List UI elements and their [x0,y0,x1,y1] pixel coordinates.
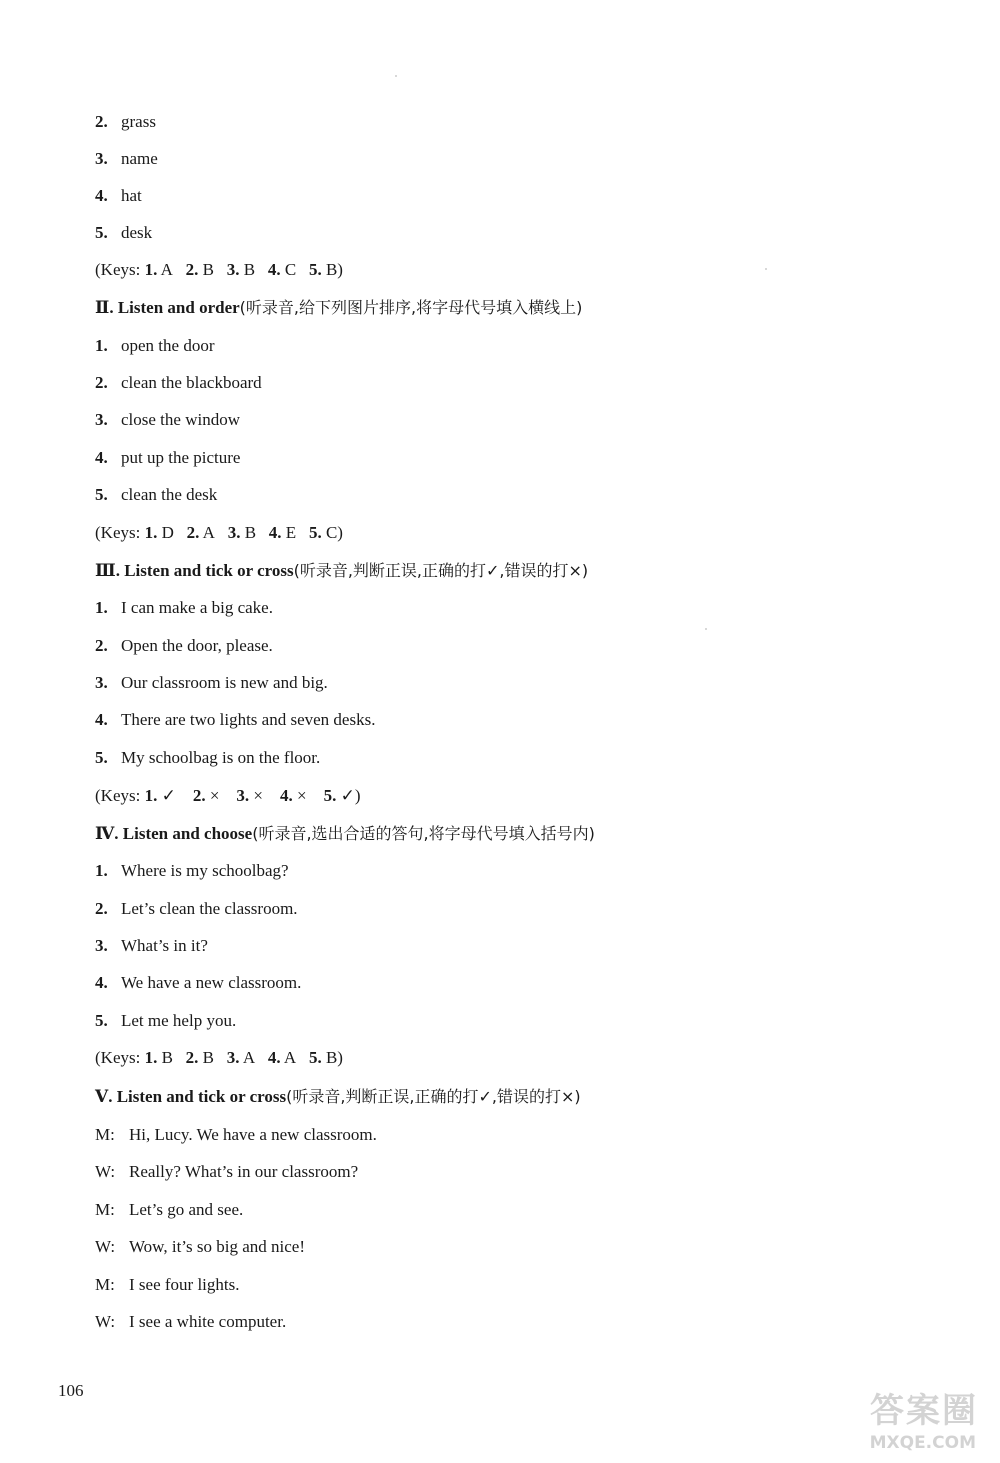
list-item: 1. open the door [95,336,215,355]
dialogue-line: M: I see four lights. [95,1275,240,1294]
dialogue-line: W: Wow, it’s so big and nice! [95,1237,306,1256]
list-item: 2. Let’s clean the classroom. [95,899,298,918]
list-item: 2. Open the door, please. [95,636,273,655]
answer-keys: (Keys: 1. B 2. B 3. A 4. A 5. B) [95,1048,343,1067]
dialogue-line: W: I see a white computer. [95,1312,287,1331]
section-heading: Ⅲ. Listen and tick or cross(听录音,判断正误,正确的打✓,错误的打×) [95,561,589,580]
list-item: 2. grass [95,112,156,131]
dialogue-line: M: Hi, Lucy. We have a new classroom. [95,1125,377,1144]
scan-speck [395,75,397,77]
page-number: 106 [58,1381,84,1400]
answer-keys: (Keys: 1. D 2. A 3. B 4. E 5. C) [95,523,343,542]
list-item: 5. clean the desk [95,485,218,504]
list-item: 5. desk [95,223,153,242]
list-item: 4. We have a new classroom. [95,973,302,992]
watermark-logo [832,1383,982,1453]
watermark-text: 答案圈 [870,1391,978,1431]
list-item: 4. There are two lights and seven desks. [95,710,376,729]
scan-speck [705,628,707,630]
answer-keys: (Keys: 1. ✓ 2. × 3. × 4. × 5. ✓) [95,786,361,805]
list-item: 5. My schoolbag is on the floor. [95,748,321,767]
list-item: 4. hat [95,186,142,205]
section-heading: Ⅴ. Listen and tick or cross(听录音,判断正误,正确的打✓,错误的打×) [95,1087,581,1106]
list-item: 4. put up the picture [95,448,241,467]
section-heading: Ⅳ. Listen and choose(听录音,选出合适的答句,将字母代号填入括号内) [95,824,595,843]
list-item: 5. Let me help you. [95,1011,237,1030]
scan-speck [765,268,767,270]
answer-keys: (Keys: 1. A 2. B 3. B 4. C 5. B) [95,260,343,279]
section-heading: Ⅱ. Listen and order(听录音,给下列图片排序,将字母代号填入横线上) [95,298,583,317]
list-item: 1. I can make a big cake. [95,598,273,617]
dialogue-line: M: Let’s go and see. [95,1200,244,1219]
list-item: 3. name [95,149,158,168]
watermark-url: MXQE.COM [869,1433,976,1453]
dialogue-line: W: Really? What’s in our classroom? [95,1162,359,1181]
list-item: 3. close the window [95,410,240,429]
list-item: 1. Where is my schoolbag? [95,861,289,880]
list-item: 3. What’s in it? [95,936,208,955]
list-item: 2. clean the blackboard [95,373,262,392]
list-item: 3. Our classroom is new and big. [95,673,328,692]
